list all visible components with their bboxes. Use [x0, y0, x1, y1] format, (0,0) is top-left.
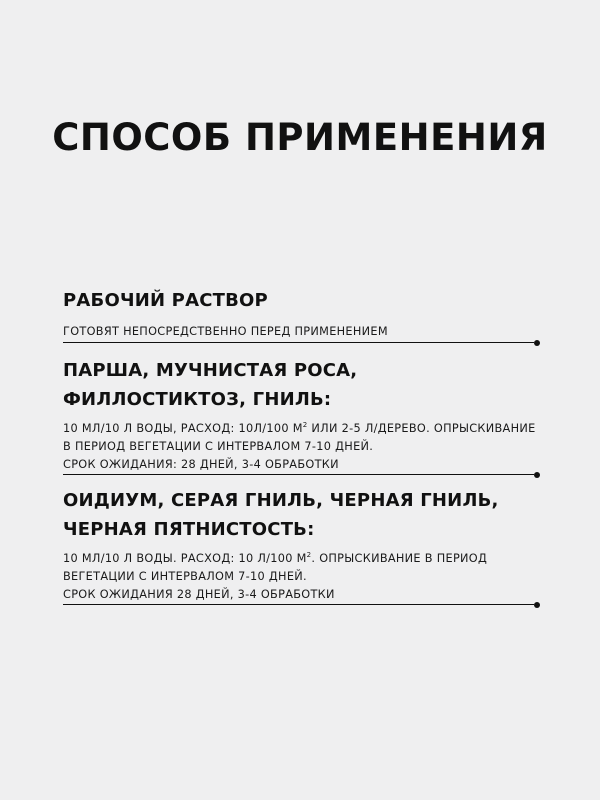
body-text: ВЕГЕТАЦИИ С ИНТЕРВАЛОМ 7-10 ДНЕЙ. — [63, 570, 307, 583]
section-body — [63, 420, 543, 474]
section-divider — [63, 604, 534, 605]
body-text: ИЛИ 2-5 Л/ДЕРЕВО. ОПРЫСКИВАНИЕ — [307, 422, 536, 435]
section-divider — [63, 342, 534, 343]
section-heading-line: ЧЕРНАЯ ПЯТНИСТОСТЬ: — [63, 519, 315, 540]
section-heading — [63, 286, 543, 315]
body-text: СРОК ОЖИДАНИЯ: 28 ДНЕЙ, 3-4 ОБРАБОТКИ — [63, 458, 339, 471]
section-heading-line: ФИЛЛОСТИКТОЗ, ГНИЛЬ: — [63, 389, 332, 410]
section-body-line — [63, 456, 543, 474]
superscript: 2 — [302, 421, 308, 430]
section-heading-line: ПАРША, МУЧНИСТАЯ РОСА, — [63, 360, 358, 381]
section-divider — [63, 474, 534, 475]
body-text: ГОТОВЯТ НЕПОСРЕДСТВЕННО ПЕРЕД ПРИМЕНЕНИЕМ — [63, 325, 388, 338]
section-heading-line: РАБОЧИЙ РАСТВОР — [63, 290, 268, 311]
body-text: 10 МЛ/10 Л ВОДЫ, РАСХОД: 10Л/100 М — [63, 422, 303, 435]
body-text: СРОК ОЖИДАНИЯ 28 ДНЕЙ, 3-4 ОБРАБОТКИ — [63, 588, 335, 601]
section-heading — [63, 356, 543, 414]
section-working-solution — [63, 286, 543, 341]
superscript: 2 — [306, 551, 312, 560]
section-body-line — [63, 550, 543, 568]
section-scab-mildew — [63, 356, 543, 474]
section-body-line — [63, 323, 543, 341]
section-heading-line: ОИДИУМ, СЕРАЯ ГНИЛЬ, ЧЕРНАЯ ГНИЛЬ, — [63, 490, 499, 511]
body-text: В ПЕРИОД ВЕГЕТАЦИИ С ИНТЕРВАЛОМ 7-10 ДНЕЙ. — [63, 440, 374, 453]
section-body-line — [63, 420, 543, 438]
section-body — [63, 323, 543, 341]
body-text: . ОПРЫСКИВАНИЕ В ПЕРИОД — [311, 552, 488, 565]
section-body-line — [63, 438, 543, 456]
body-text: 10 МЛ/10 Л ВОДЫ. РАСХОД: 10 Л/100 М — [63, 552, 307, 565]
page-title: СПОСОБ ПРИМЕНЕНИЯ — [52, 116, 548, 159]
section-heading — [63, 486, 543, 544]
section-body-line — [63, 568, 543, 586]
section-oidium-rot — [63, 486, 543, 604]
section-body — [63, 550, 543, 604]
section-body-line — [63, 586, 543, 604]
